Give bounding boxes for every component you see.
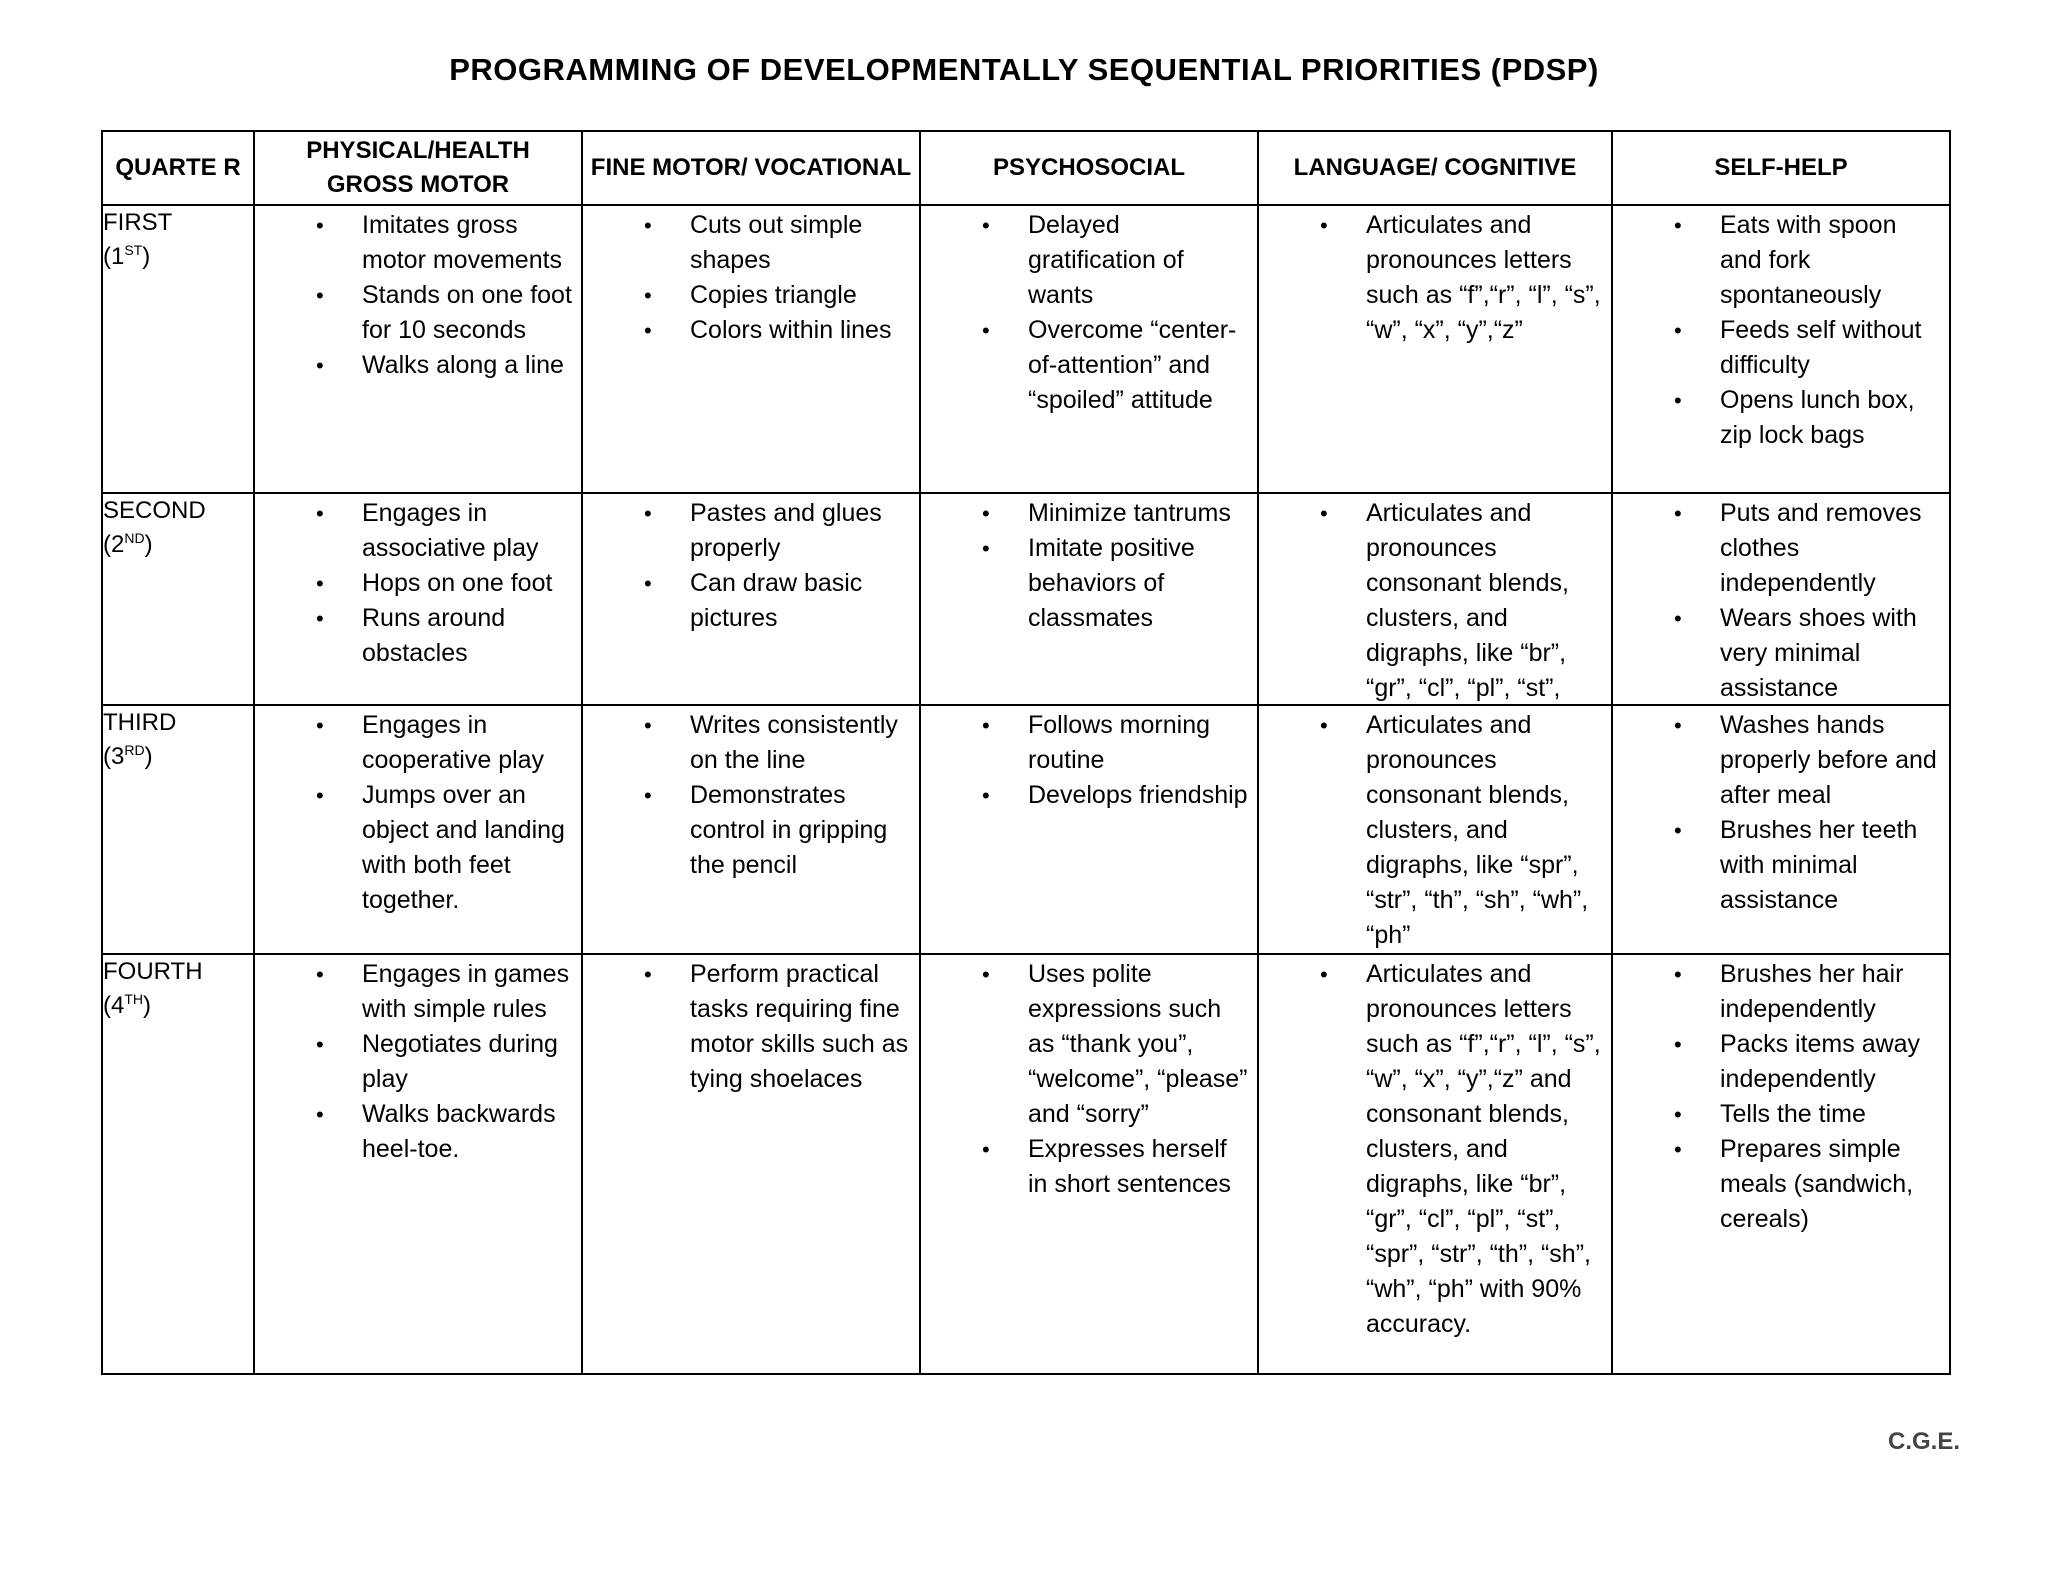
ordinal-number: (3 <box>103 743 125 770</box>
header-psychosocial: PSYCHOSOCIAL <box>920 131 1258 205</box>
list-item-text: Imitates gross motor movements <box>362 211 563 274</box>
list-item-text: Packs items away independently <box>1720 1030 1921 1093</box>
ordinal-number: (4 <box>103 992 125 1019</box>
list-item <box>1613 708 1943 813</box>
list-item-text: Washes hands properly before and after meal <box>1720 711 1937 809</box>
quarter-ordinal <box>103 240 253 274</box>
list-item <box>255 496 575 566</box>
list-item <box>1613 1097 1943 1132</box>
list-item <box>1259 208 1605 348</box>
quarter-name: FOURTH <box>103 958 203 985</box>
list-item <box>255 348 575 383</box>
bullet-icon: • <box>316 353 324 378</box>
author-initials: C.G.E. <box>1888 1428 1961 1455</box>
quarter-cell <box>102 205 254 493</box>
physical-list <box>255 706 581 918</box>
self-help-list <box>1613 706 1949 918</box>
list-item <box>921 957 1251 1132</box>
list-item-text: Stands on one foot for 10 seconds <box>362 281 572 344</box>
list-item-text: Engages in games with simple rules <box>362 960 570 1023</box>
bullet-icon: • <box>1320 501 1328 526</box>
list-item <box>255 957 575 1027</box>
self-help-cell <box>1612 205 1950 493</box>
bullet-icon: • <box>1320 213 1328 238</box>
list-item-text: Engages in associative play <box>362 499 539 562</box>
bullet-icon: • <box>1674 213 1682 238</box>
quarter-cell <box>102 705 254 954</box>
language-list <box>1259 494 1611 704</box>
list-item <box>583 278 913 313</box>
list-item <box>583 708 913 778</box>
list-item-text: Jumps over an object and landing with both feet together. <box>362 781 565 914</box>
list-item <box>1613 1132 1943 1237</box>
bullet-icon: • <box>316 283 324 308</box>
list-item <box>255 778 575 918</box>
list-item-text: Negotiates during play <box>362 1030 558 1093</box>
list-item <box>255 278 575 348</box>
list-item <box>1613 208 1943 313</box>
table-row <box>102 205 1950 493</box>
list-item <box>583 778 913 883</box>
ordinal-close: ) <box>144 531 153 558</box>
list-item <box>1613 1027 1943 1097</box>
language-cell <box>1258 493 1612 705</box>
bullet-icon: • <box>644 571 652 596</box>
bullet-icon: • <box>1674 818 1682 843</box>
ordinal-number: (2 <box>103 531 125 558</box>
physical-cell <box>254 205 582 493</box>
list-item <box>1613 957 1943 1027</box>
table-row <box>102 705 1950 954</box>
list-item-text: Copies triangle <box>690 281 857 309</box>
physical-list <box>255 206 581 383</box>
list-item-text: Writes consistently on the line <box>690 711 898 774</box>
bullet-icon: • <box>316 501 324 526</box>
document-title: PROGRAMMING OF DEVELOPMENTALLY SEQUENTIAL PRIORITIES (PDSP) <box>449 52 1599 87</box>
self-help-cell <box>1612 493 1950 705</box>
list-item-text: Imitate positive behaviors of classmates <box>1028 534 1195 632</box>
list-item <box>921 531 1251 636</box>
bullet-icon: • <box>1674 962 1682 987</box>
bullet-icon: • <box>982 318 990 343</box>
header-language: LANGUAGE/ COGNITIVE <box>1258 131 1612 205</box>
header-self-help: SELF-HELP <box>1612 131 1950 205</box>
physical-cell <box>254 493 582 705</box>
self-help-cell <box>1612 954 1950 1374</box>
psychosocial-list <box>921 494 1257 636</box>
bullet-icon: • <box>1674 1137 1682 1162</box>
bullet-icon: • <box>1674 713 1682 738</box>
pdsp-table <box>101 130 1951 1375</box>
list-item-text: Walks backwards heel-toe. <box>362 1100 556 1163</box>
quarter-ordinal <box>103 528 253 562</box>
list-item-text: Wears shoes with very minimal assistance <box>1720 604 1917 702</box>
language-cell <box>1258 205 1612 493</box>
bullet-icon: • <box>1320 713 1328 738</box>
list-item <box>255 1027 575 1097</box>
quarter-cell <box>102 493 254 705</box>
self-help-list <box>1613 955 1949 1237</box>
fine-motor-list <box>583 206 919 348</box>
list-item <box>921 208 1251 313</box>
fine-motor-cell <box>582 705 920 954</box>
list-item-text: Engages in cooperative play <box>362 711 545 774</box>
bullet-icon: • <box>316 606 324 631</box>
list-item-text: Develops friendship <box>1028 781 1248 809</box>
quarter-name: THIRD <box>103 709 177 736</box>
list-item-text: Perform practical tasks requiring fine motor skills such as tying shoelaces <box>690 960 909 1093</box>
physical-cell <box>254 954 582 1374</box>
language-cell <box>1258 705 1612 954</box>
list-item-text: Overcome “center-of-attention” and “spoiled” attitude <box>1028 316 1237 414</box>
bullet-icon: • <box>644 713 652 738</box>
list-item <box>1259 496 1605 704</box>
ordinal-close: ) <box>144 743 153 770</box>
list-item-text: Brushes her hair independently <box>1720 960 1904 1023</box>
bullet-icon: • <box>644 501 652 526</box>
physical-cell <box>254 705 582 954</box>
table-row <box>102 493 1950 705</box>
list-item-text: Delayed gratification of wants <box>1028 211 1184 309</box>
list-item-text: Articulates and pronounces letters such as “f”,“r”, “l”, “s”, “w”, “x”, “y”,“z” <box>1366 211 1601 344</box>
fine-motor-cell <box>582 205 920 493</box>
fine-motor-list <box>583 494 919 636</box>
list-item <box>583 313 913 348</box>
ordinal-close: ) <box>142 243 151 270</box>
list-item <box>1613 313 1943 383</box>
list-item <box>1259 708 1605 953</box>
list-item-text: Colors within lines <box>690 316 892 344</box>
list-item <box>1613 813 1943 918</box>
list-item <box>1613 383 1943 453</box>
psychosocial-cell <box>920 954 1258 1374</box>
psychosocial-list <box>921 955 1257 1202</box>
list-item-text: Articulates and pronounces consonant blends, clusters, and digraphs, like “spr”, “str”, “th”, “sh”, “wh”, “ph” <box>1366 711 1589 949</box>
bullet-icon: • <box>316 962 324 987</box>
psychosocial-list <box>921 706 1257 813</box>
list-item <box>255 601 575 671</box>
psychosocial-list <box>921 206 1257 418</box>
bullet-icon: • <box>982 501 990 526</box>
psychosocial-cell <box>920 705 1258 954</box>
ordinal-suffix: ND <box>124 530 145 546</box>
bullet-icon: • <box>982 1137 990 1162</box>
table-row <box>102 954 1950 1374</box>
ordinal-suffix: TH <box>124 991 144 1007</box>
list-item-text: Opens lunch box, zip lock bags <box>1720 386 1915 449</box>
ordinal-suffix: ST <box>124 242 143 258</box>
list-item <box>1613 496 1943 601</box>
bullet-icon: • <box>982 962 990 987</box>
list-item <box>583 208 913 278</box>
list-item <box>921 778 1251 813</box>
bullet-icon: • <box>982 713 990 738</box>
fine-motor-list <box>583 955 919 1097</box>
language-list <box>1259 955 1611 1342</box>
bullet-icon: • <box>316 213 324 238</box>
header-physical: PHYSICAL/HEALTH GROSS MOTOR <box>254 131 582 205</box>
physical-list <box>255 494 581 671</box>
bullet-icon: • <box>982 213 990 238</box>
list-item-text: Tells the time <box>1720 1100 1866 1128</box>
list-item-text: Hops on one foot <box>362 569 553 597</box>
bullet-icon: • <box>644 213 652 238</box>
list-item <box>921 708 1251 778</box>
list-item-text: Brushes her teeth with minimal assistance <box>1720 816 1918 914</box>
quarter-name: SECOND <box>103 497 206 524</box>
language-cell <box>1258 954 1612 1374</box>
list-item <box>1259 957 1605 1342</box>
quarter-ordinal <box>103 740 253 774</box>
header-fine-motor: FINE MOTOR/ VOCATIONAL <box>582 131 920 205</box>
list-item-text: Puts and removes clothes independently <box>1720 499 1922 597</box>
list-item <box>255 208 575 278</box>
bullet-icon: • <box>316 713 324 738</box>
list-item-text: Articulates and pronounces letters such as “f”,“r”, “l”, “s”, “w”, “x”, “y”,“z” and consonant blends, clusters, and digraphs, like “br”, “gr”, “cl”, “pl”, “st”, “spr”, “str”, “th”, “sh”, “wh”, “ph” with 90% accuracy. <box>1366 960 1601 1338</box>
list-item-text: Uses polite expressions such as “thank you”, “welcome”, “please” and “sorry” <box>1028 960 1248 1128</box>
fine-motor-cell <box>582 493 920 705</box>
list-item-text: Feeds self without difficulty <box>1720 316 1922 379</box>
self-help-cell <box>1612 705 1950 954</box>
list-item-text: Eats with spoon and fork spontaneously <box>1720 211 1897 309</box>
list-item-text: Expresses herself in short sentences <box>1028 1135 1231 1198</box>
bullet-icon: • <box>1320 962 1328 987</box>
bullet-icon: • <box>1674 1032 1682 1057</box>
list-item-text: Prepares simple meals (sandwich, cereals) <box>1720 1135 1914 1233</box>
bullet-icon: • <box>1674 606 1682 631</box>
list-item-text: Articulates and pronounces consonant blends, clusters, and digraphs, like “br”, “gr”, “cl”, “pl”, “st”, <box>1366 499 1569 702</box>
ordinal-suffix: RD <box>124 742 145 758</box>
language-list <box>1259 706 1611 953</box>
bullet-icon: • <box>316 1102 324 1127</box>
list-item <box>255 1097 575 1167</box>
self-help-list <box>1613 206 1949 453</box>
list-item <box>583 957 913 1097</box>
bullet-icon: • <box>316 1032 324 1057</box>
bullet-icon: • <box>316 783 324 808</box>
bullet-icon: • <box>316 571 324 596</box>
list-item <box>583 566 913 636</box>
list-item-text: Follows morning routine <box>1028 711 1211 774</box>
bullet-icon: • <box>1674 501 1682 526</box>
list-item <box>255 566 575 601</box>
psychosocial-cell <box>920 205 1258 493</box>
list-item-text: Can draw basic pictures <box>690 569 863 632</box>
bullet-icon: • <box>982 783 990 808</box>
fine-motor-cell <box>582 954 920 1374</box>
bullet-icon: • <box>1674 318 1682 343</box>
list-item <box>583 496 913 566</box>
fine-motor-list <box>583 706 919 883</box>
list-item-text: Demonstrates control in gripping the pencil <box>690 781 888 879</box>
list-item-text: Pastes and glues properly <box>690 499 882 562</box>
quarter-name: FIRST <box>103 209 173 236</box>
list-item <box>921 313 1251 418</box>
list-item-text: Runs around obstacles <box>362 604 506 667</box>
list-item-text: Cuts out simple shapes <box>690 211 863 274</box>
header-quarter: QUARTE R <box>102 131 254 205</box>
language-list <box>1259 206 1611 348</box>
bullet-icon: • <box>1674 388 1682 413</box>
bullet-icon: • <box>644 283 652 308</box>
quarter-ordinal <box>103 989 253 1023</box>
self-help-list <box>1613 494 1949 704</box>
quarter-cell <box>102 954 254 1374</box>
bullet-icon: • <box>644 962 652 987</box>
list-item <box>1613 601 1943 704</box>
bullet-icon: • <box>982 536 990 561</box>
list-item <box>921 1132 1251 1202</box>
list-item <box>921 496 1251 531</box>
bullet-icon: • <box>644 783 652 808</box>
ordinal-number: (1 <box>103 243 125 270</box>
physical-list <box>255 955 581 1167</box>
list-item <box>255 708 575 778</box>
list-item-text: Walks along a line <box>362 351 564 379</box>
header-row <box>102 131 1950 205</box>
bullet-icon: • <box>644 318 652 343</box>
ordinal-close: ) <box>143 992 152 1019</box>
bullet-icon: • <box>1674 1102 1682 1127</box>
psychosocial-cell <box>920 493 1258 705</box>
list-item-text: Minimize tantrums <box>1028 499 1231 527</box>
